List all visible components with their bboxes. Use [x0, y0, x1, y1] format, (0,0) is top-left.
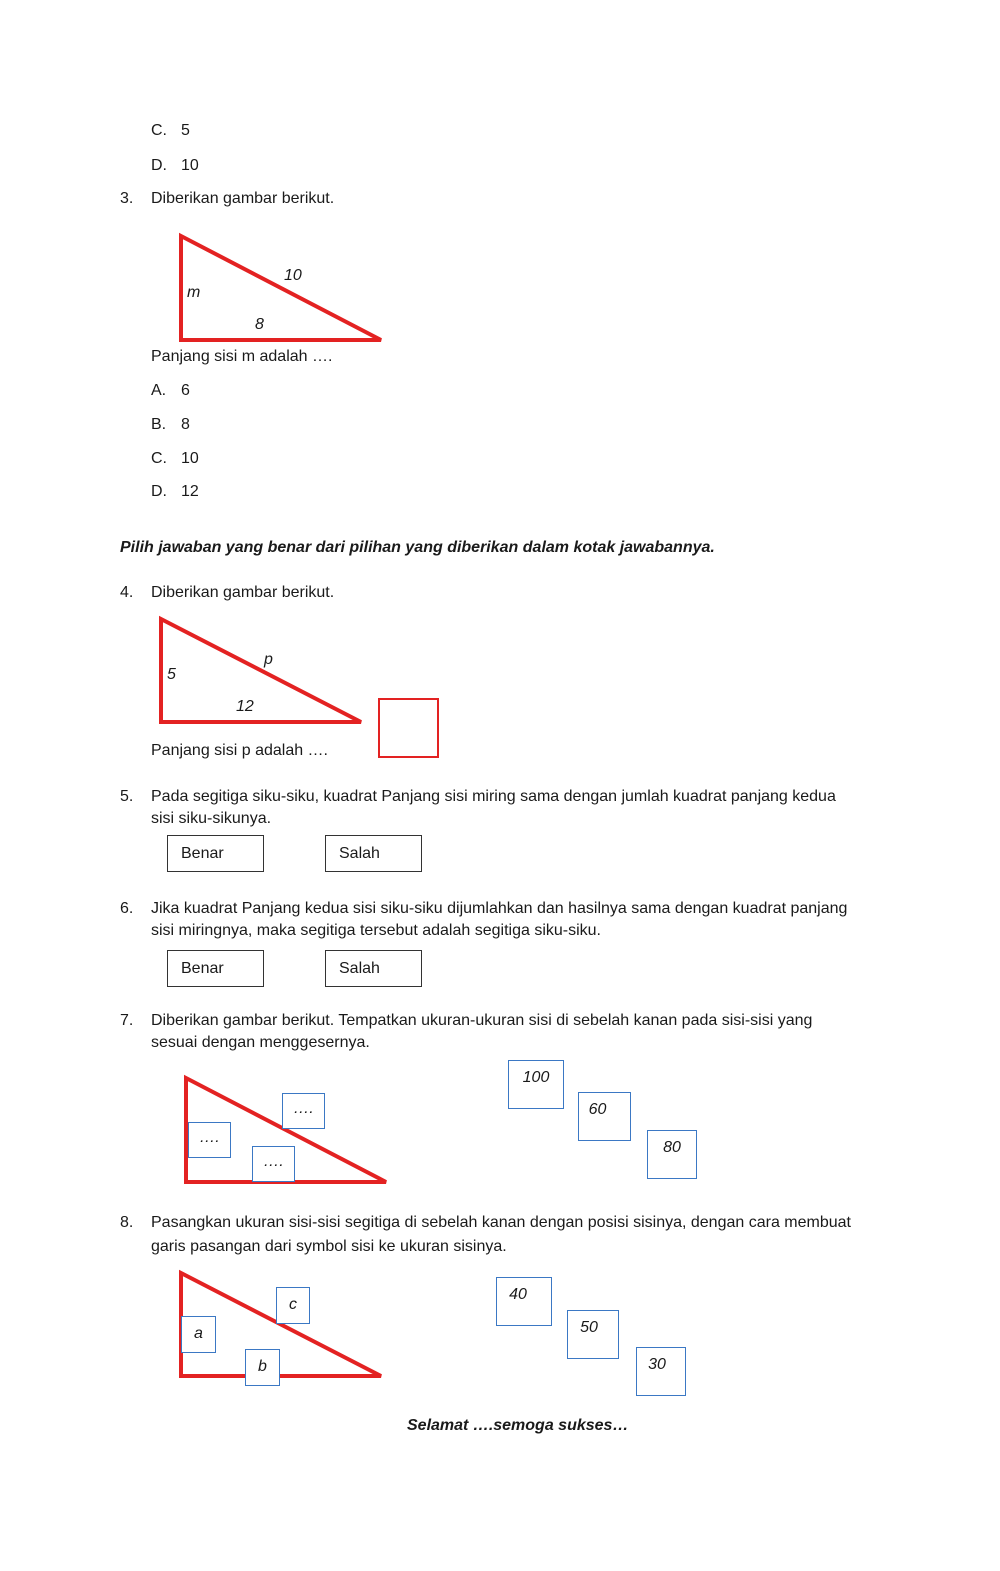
option-c-letter: C.: [151, 122, 167, 139]
question-3-text: Diberikan gambar berikut.: [151, 190, 335, 207]
q3-option-d-letter: D.: [151, 483, 167, 500]
q8-symbol-a-text: a: [194, 1325, 203, 1342]
question-6-line1: Jika kuadrat Panjang kedua sisi siku-siku dijumlahkan dan hasilnya sama dengan kuadrat panjang: [151, 900, 848, 917]
q4-side-label: 5: [167, 666, 176, 683]
question-7-line1: Diberikan gambar berikut. Tempatkan ukuran-ukuran sisi di sebelah kanan pada sisi-sisi yang: [151, 1012, 813, 1029]
q8-symbol-b-text: b: [258, 1358, 267, 1375]
q5-salah-button[interactable]: Salah: [325, 835, 422, 872]
q3-side-label: m: [187, 284, 201, 301]
q6-benar-button[interactable]: Benar: [167, 950, 264, 987]
question-6-number: 6.: [120, 900, 134, 917]
question-7-number: 7.: [120, 1012, 134, 1029]
q3-option-c-letter: C.: [151, 450, 167, 467]
question-3-prompt: Panjang sisi m adalah ….: [151, 348, 333, 365]
q5-benar-button[interactable]: Benar: [167, 835, 264, 872]
q7-choice-60-text: 60: [588, 1101, 607, 1118]
q8-symbol-c-text: c: [289, 1296, 297, 1313]
q3-option-c-text[interactable]: 10: [181, 450, 199, 467]
q8-symbol-b[interactable]: [245, 1349, 280, 1386]
q7-choice-80-text: 80: [663, 1139, 681, 1156]
closing-message: Selamat ….semoga sukses…: [407, 1417, 629, 1434]
q7-hypotenuse-slot-text: ….: [293, 1100, 314, 1117]
question-4-prompt: Panjang sisi p adalah ….: [151, 742, 328, 759]
q8-symbol-c[interactable]: [276, 1287, 310, 1324]
q3-option-a-text[interactable]: 6: [181, 382, 190, 399]
question-8-number: 8.: [120, 1214, 134, 1231]
question-5-line2: sisi siku-sikunya.: [151, 810, 272, 827]
q8-symbol-a[interactable]: [181, 1316, 216, 1353]
option-d-text: 10: [181, 157, 199, 174]
question-4-number: 4.: [120, 584, 134, 601]
q3-option-a-letter: A.: [151, 382, 167, 399]
question-8-line2: garis pasangan dari symbol sisi ke ukuran sisinya.: [151, 1238, 507, 1255]
question-7-line2: sesuai dengan menggesernya.: [151, 1034, 370, 1051]
q3-option-d-text[interactable]: 12: [181, 483, 199, 500]
q8-choice-50-text: 50: [580, 1319, 598, 1336]
q7-side-slot-text: ….: [199, 1129, 220, 1146]
question-3-number: 3.: [120, 190, 134, 207]
q7-choice-100-text: 100: [522, 1069, 550, 1086]
q6-salah-button[interactable]: Salah: [325, 950, 422, 987]
q8-choice-30-text: 30: [648, 1356, 666, 1373]
question-5-line1: Pada segitiga siku-siku, kuadrat Panjang sisi miring sama dengan jumlah kuadrat panjang kedua: [151, 788, 836, 805]
option-c-text: 5: [181, 122, 190, 139]
question-6-line2: sisi miringnya, maka segitiga tersebut adalah segitiga siku-siku.: [151, 922, 601, 939]
q3-option-b-letter: B.: [151, 416, 167, 433]
q4-hypotenuse-label: p: [264, 651, 273, 668]
q3-option-b-text[interactable]: 8: [181, 416, 190, 433]
q4-base-label: 12: [236, 698, 254, 715]
question-8-line1: Pasangkan ukuran sisi-sisi segitiga di sebelah kanan dengan posisi sisinya, dengan cara membuat: [151, 1214, 851, 1231]
q8-choice-30[interactable]: [636, 1347, 686, 1396]
option-d-letter: D.: [151, 157, 167, 174]
section-instruction: Pilih jawaban yang benar dari pilihan yang diberikan dalam kotak jawabannya.: [120, 539, 715, 556]
question-4-text: Diberikan gambar berikut.: [151, 584, 335, 601]
q3-base-label: 8: [255, 316, 264, 333]
q3-hypotenuse-label: 10: [284, 267, 302, 284]
question-5-number: 5.: [120, 788, 134, 805]
q7-base-slot-text: ….: [263, 1153, 284, 1170]
q8-choice-50[interactable]: [567, 1310, 619, 1359]
q8-choice-40-text: 40: [509, 1286, 527, 1303]
q8-choice-40[interactable]: [496, 1277, 552, 1326]
